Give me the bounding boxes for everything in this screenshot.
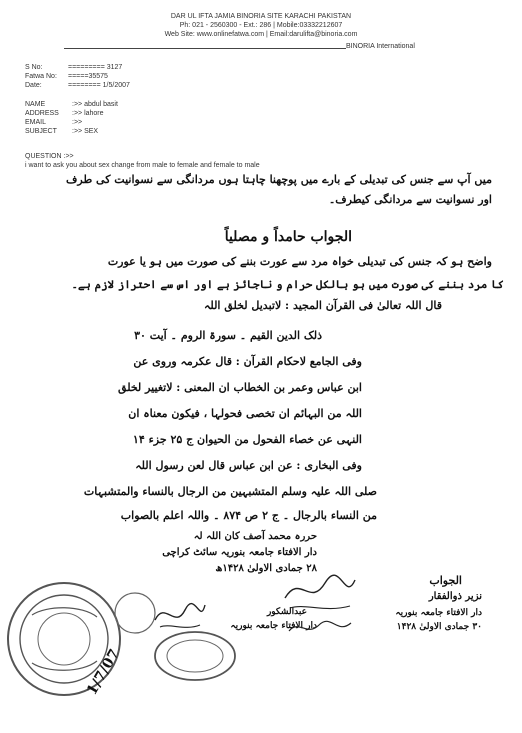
answer-line-6: ابن عباس وعمر بن الخطاب ان المعنی : لاتغییر لخلق xyxy=(118,381,362,394)
fatwa-no-value: =====35575 xyxy=(68,73,108,80)
confirm-label: الجواب xyxy=(429,574,462,587)
author-date: ۲۸ جمادی الاولیٰ ۱۴۲۸ھ xyxy=(215,563,317,574)
date-label: Date: xyxy=(25,82,42,89)
address-value: :>> lahore xyxy=(72,110,104,117)
answer-line-11: من النساء بالرجال ۔ ج ۲ ص ۸۷۴ ۔ واللہ اعلم بالصواب xyxy=(120,509,377,522)
sno-label: S No: xyxy=(25,64,43,71)
phone-line: Ph: 021 - 2560300 - Ext.: 286 | Mobile:03332212607 xyxy=(179,22,343,29)
brand-label: BINORIA International xyxy=(346,43,415,50)
subject-value: :>> SEX xyxy=(72,128,99,135)
question-urdu-line-2: اور نسوانیت سے مردانگی کیطرف۔ xyxy=(328,193,492,206)
author-signature: حررہ محمد آصف کان اللہ لہ xyxy=(193,531,317,542)
question-label: QUESTION :>> xyxy=(25,153,74,160)
margin-handwritten-date: 1/7/07 xyxy=(84,646,124,698)
answer-line-8: النہی عن خصاء الفحول من الحیوان ج ۲۵ جزء ۱۴ xyxy=(132,433,362,446)
answer-line-7: اللہ من البہائم ان تخصی فحولہا ، فیکون معناہ ان xyxy=(128,407,362,420)
subject-label: SUBJECT xyxy=(25,128,57,135)
email-value: :>> xyxy=(72,119,83,126)
seal-stamp-center xyxy=(150,628,240,683)
answer-line-10: صلی اللہ علیہ وسلم المتشبہین من الرجال بالنساء والمتشبہات xyxy=(83,485,377,498)
confirm-institution: دار الافتاء جامعہ بنوریہ xyxy=(395,608,482,618)
name-label: NAME xyxy=(25,101,46,108)
date-value: ======== 1/5/2007 xyxy=(68,82,130,89)
address-label: ADDRESS xyxy=(25,110,59,117)
sno-value: ========= 3127 xyxy=(68,64,123,71)
institution-name: DAR UL IFTA JAMIA BINORIA SITE KARACHI PAKISTAN xyxy=(170,13,352,20)
answer-line-1: واضح ہو کہ جنس کی تبدیلی خواہ مرد سے عورت بننے کی صورت میں ہو یا عورت xyxy=(107,255,492,268)
author-institution: دار الافتاء جامعہ بنوریہ سائٹ کراچی xyxy=(162,547,317,558)
web-email-line: Web Site: www.onlinefatwa.com | Email:darulifta@binoria.com xyxy=(164,31,358,38)
answer-line-2: کا مرد بننے کی صورت میں ہو بالکل حرام و ناجائز ہے اور اس سے احتراز لازم ہے۔ xyxy=(71,278,504,291)
question-text: i want to ask you about sex change from male to female and female to male xyxy=(25,162,260,169)
name-value: :>> abdul basit xyxy=(72,101,118,108)
signature-scribble-right xyxy=(280,568,360,618)
question-urdu-line-1: میں آپ سے جنس کی تبدیلی کے بارے میں پوچھنا چاہتا ہوں مردانگی سے نسوانیت کی طرف xyxy=(65,173,492,186)
answer-line-4: ذلک الدین القیم ۔ سورۃ الروم ۔ آیت ۳۰ xyxy=(134,329,322,342)
answer-line-5: وفی الجامع لاحکام القرآن : قال عکرمہ وروی عن xyxy=(133,355,362,368)
seal-stamp-small xyxy=(110,588,160,638)
confirm-date: ۳۰ جمادی الاولیٰ ۱۴۲۸ xyxy=(396,622,482,632)
center-signature: عبدالشکور xyxy=(266,607,307,617)
confirm-signature: نزیر ذوالفقار xyxy=(428,591,482,602)
center-institution: دار الافتاء جامعہ بنوریہ xyxy=(230,621,317,631)
header-rule xyxy=(64,48,346,49)
answer-line-3: قال اللہ تعالیٰ فی القرآن المجید : لاتبدیل لخلق اللہ xyxy=(203,299,442,312)
email-label: EMAIL xyxy=(25,119,47,126)
fatwa-no-label: Fatwa No: xyxy=(25,73,57,80)
signature-scribble-small xyxy=(285,615,355,640)
answer-heading: الجواب حامداً و مصلیاً xyxy=(224,229,352,245)
answer-line-9: وفی البخاری : عن ابن عباس قال لعن رسول اللہ xyxy=(135,459,362,472)
